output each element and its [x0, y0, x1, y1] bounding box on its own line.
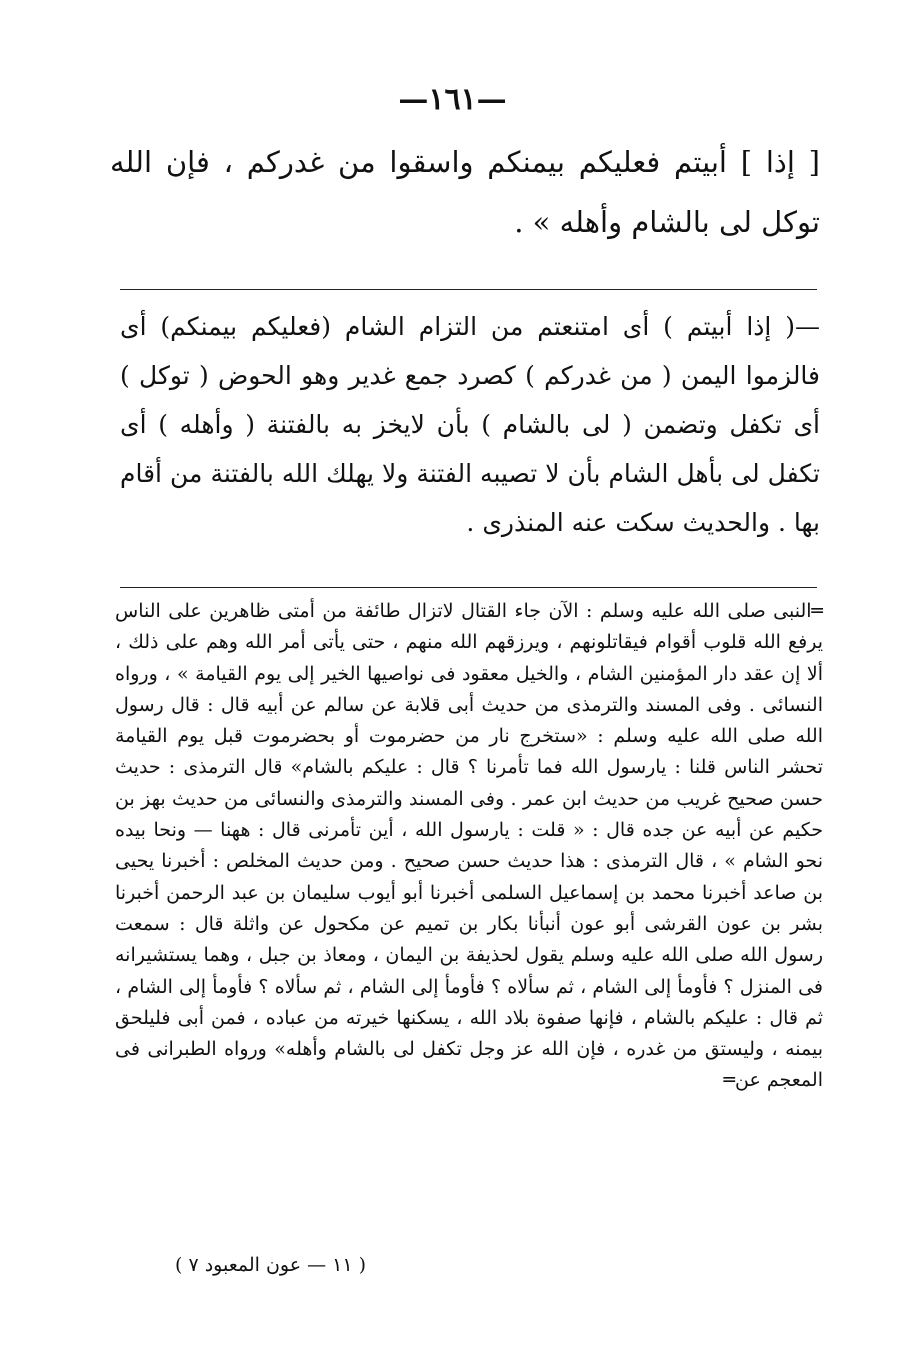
commentary-text: —( إذا أبيتم ) أى امتنعتم من التزام الشام (فعليكم بيمنكم) أى فالزموا اليمن ( من غدركم ) كصرد جمع غدير وهو الحوض ( توكل ) أى تكفل وتضمن ( لى بالشام ) بأن لايخز به بالفتنة ( وأهله ) أى تكفل لى بأهل الشام بأن لا تصيبه الفتنة ولا يهلك الله بالفتنة من أقام بها . والحديث سكت عنه المنذرى .: [120, 312, 820, 537]
section-divider: [120, 289, 817, 290]
hadith-text: [ إذا ] أبيتم فعليكم بيمنكم واسقوا من غدركم ، فإن الله توكل لى بالشام وأهله » .: [110, 145, 820, 239]
footnote-divider: [120, 587, 817, 588]
signature-mark: ( ١١ — عون المعبود ٧ ): [175, 1254, 367, 1276]
footnote-text: ═النبى صلى الله عليه وسلم : الآن جاء القتال لاتزال طائفة من أمتى ظاهرين على الناس يرفع الله قلوب أقوام فيقاتلونهم ، ويرزقهم الله منهم ، حتى يأتى أمر الله وهم على ذلك ، ألا إن عقد دار المؤمنين الشام ، والخيل معقود فى نواصيها الخير إلى يوم القيامة » ، ورواه النسائى . وفى المسند والترمذى من حديث أبى قلابة عن سالم عن أبيه قال : قال رسول الله صلى الله عليه وسلم : «ستخرج نار من حضرموت أو بحضرموت قبل يوم القيامة تحشر الناس قلنا : يارسول الله فما تأمرنا ؟ قال : عليكم بالشام» قال الترمذى : حديث حسن صحيح غريب من حديث ابن عمر . وفى المسند والترمذى والنسائى من حديث بهز بن حكيم عن أبيه عن جده قال : « قلت : يارسول الله ، أين تأمرنى قال : ههنا — ونحا بيده نحو الشام » ، قال الترمذى : هذا حديث حسن صحيح . ومن حديث المخلص : أخبرنا يحيى بن صاعد أخبرنا محمد بن إسماعيل السلمى أخبرنا أبو أيوب سليمان بن عبد الرحمن أخبرنا بشر بن عون القرشى أبو عون أنبأنا بكار بن تميم عن مكحول عن واثلة قال : سمعت رسول الله صلى الله عليه وسلم يقول لحذيفة بن اليمان ، ومعاذ بن جبل ، وهما يستشيرانه فى المنزل ؟ فأومأ إلى الشام ، ثم سألاه ؟ فأومأ إلى الشام ، ثم سألاه ؟ فأومأ إلى الشام ، ثم قال : عليكم بالشام ، فإنها صفوة بلاد الله ، يسكنها خيرته من عباده ، فمن أبى فليلحق بيمنه ، وليستق من غدره ، فإن الله عز وجل تكفل لى بالشام وأهله» ورواه الطبرانى فى المعجم عن═: [115, 600, 823, 1092]
page-number: —١٦١—: [398, 82, 507, 117]
